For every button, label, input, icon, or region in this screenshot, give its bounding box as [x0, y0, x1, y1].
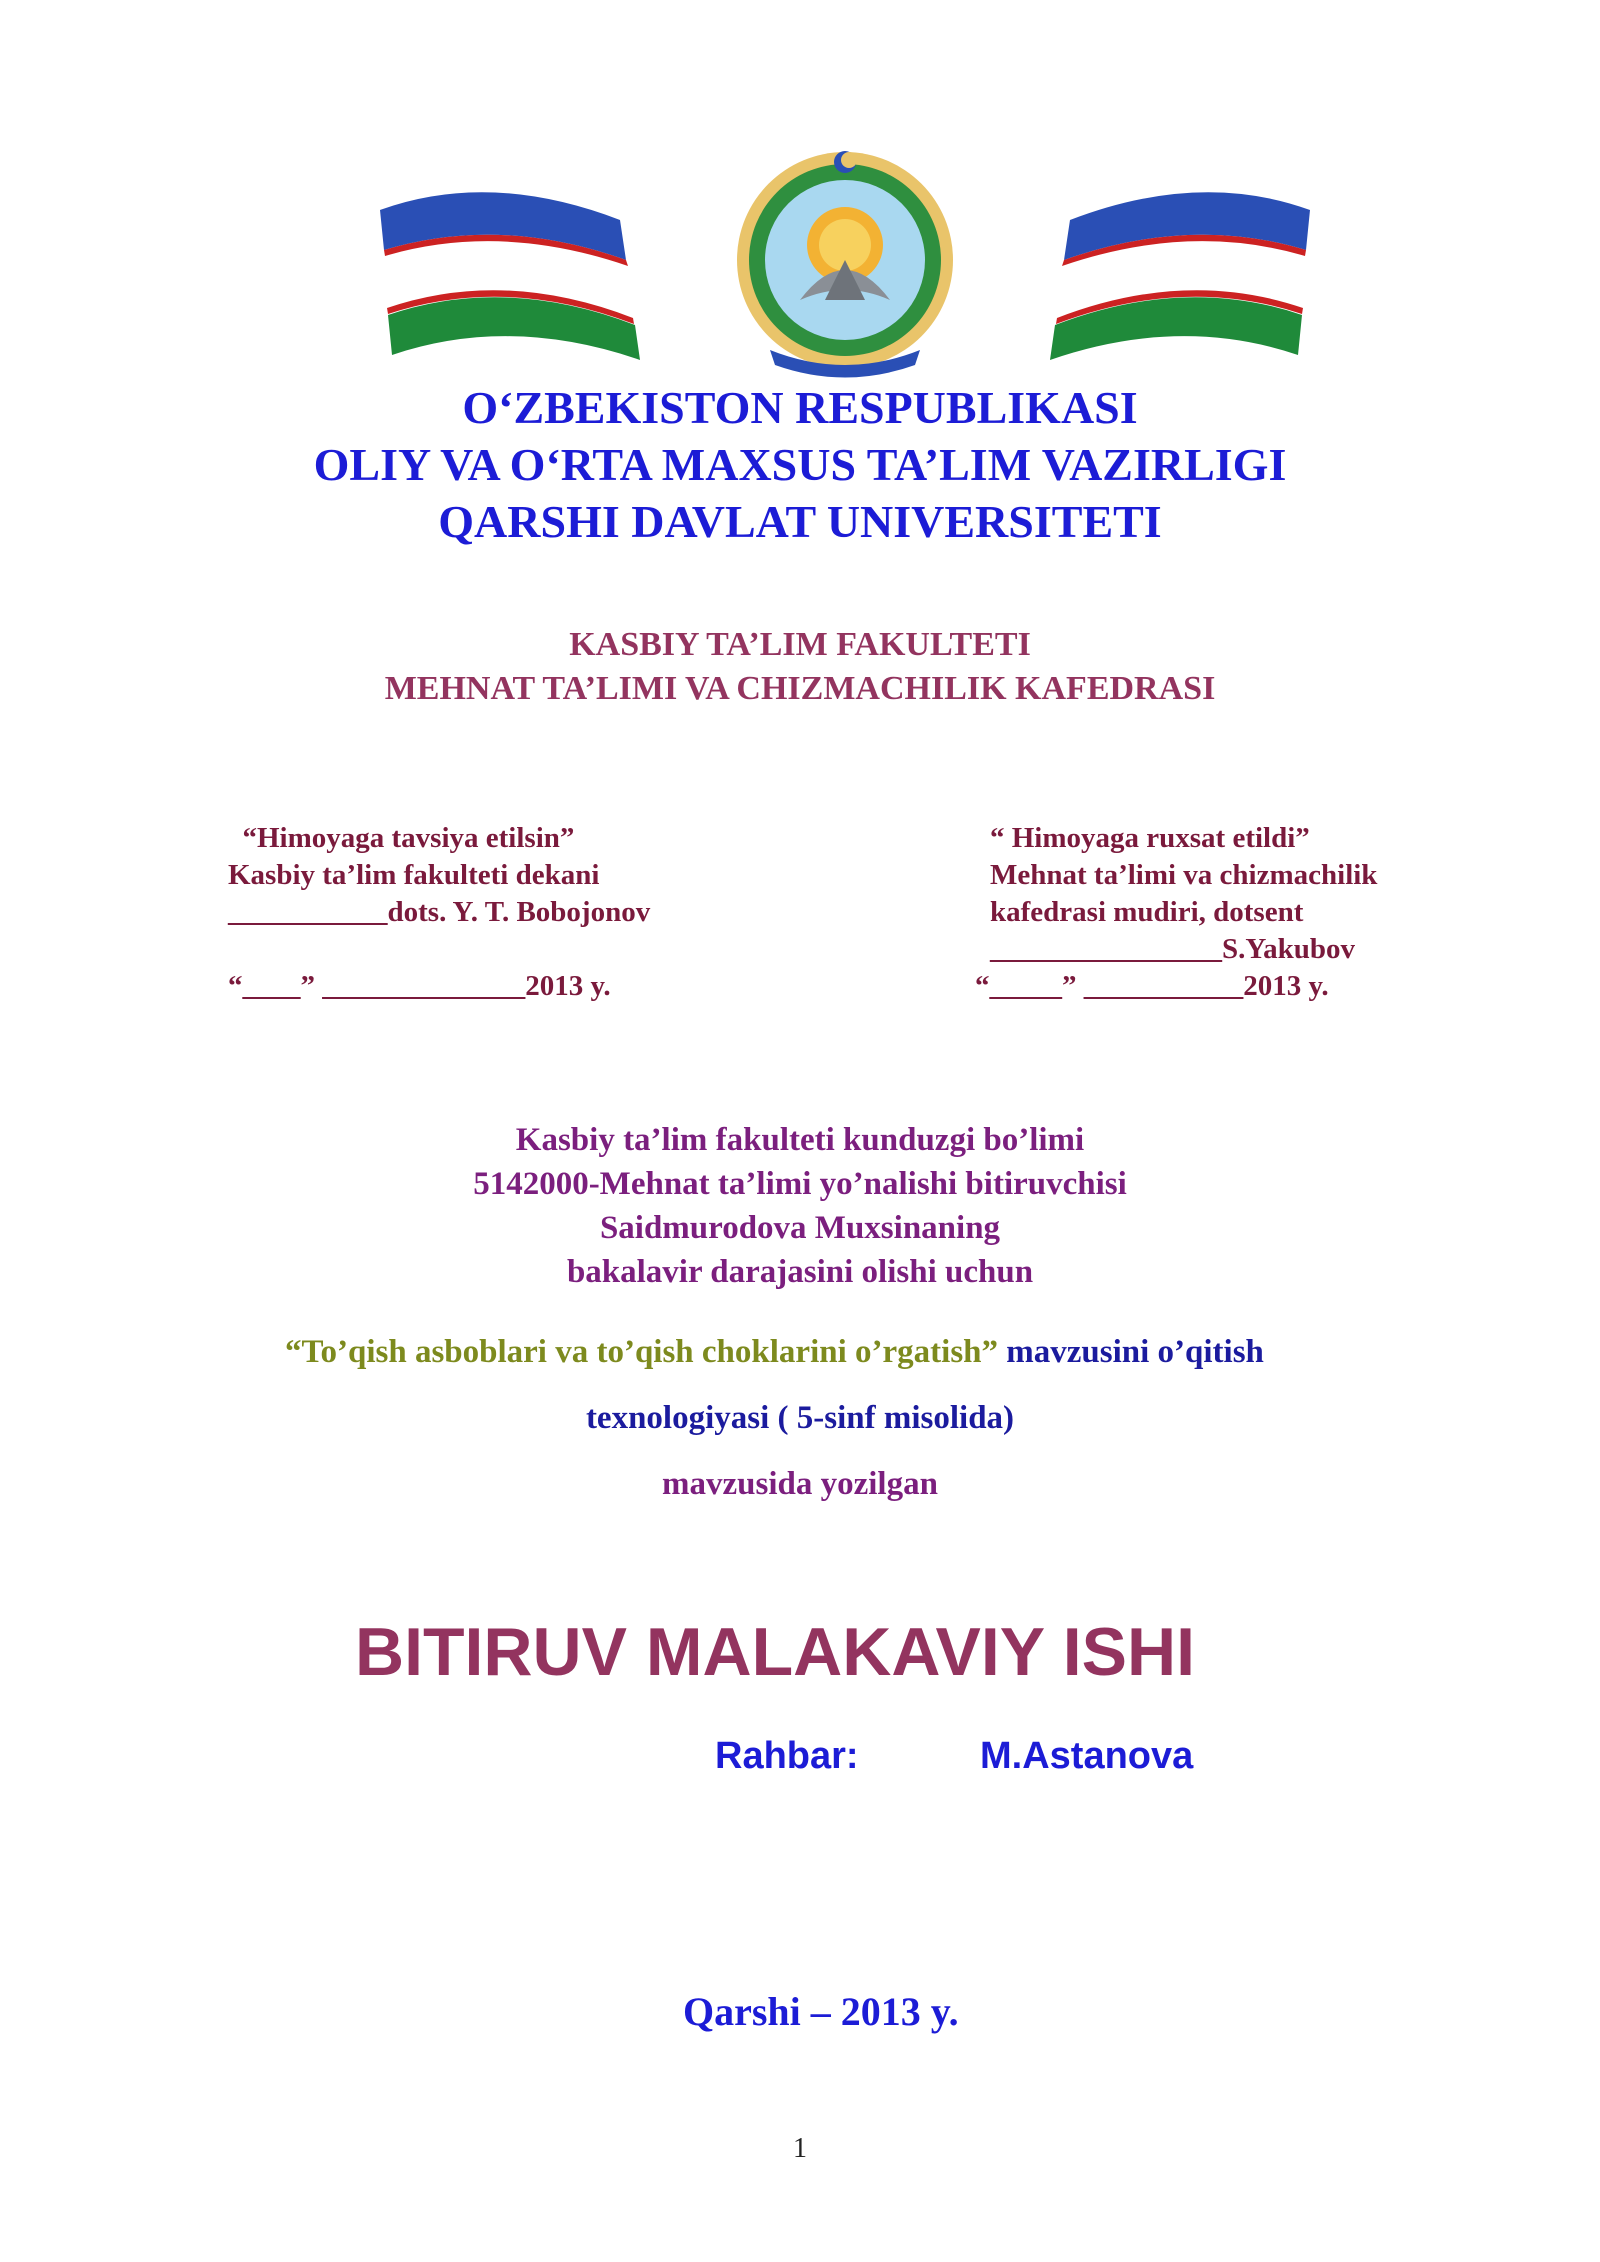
approval-left-signature: ___________dots. Y. T. Bobojonov [228, 896, 651, 928]
topic-quoted: “To’qish asboblari va to’qish choklarini o’rgatish” [285, 1334, 999, 1370]
city-year: Qarshi – 2013 y. [683, 1989, 959, 2034]
supervisor-name: M.Astanova [980, 1735, 1194, 1777]
page-number: 1 [793, 2133, 807, 2164]
approval-right-date: “_____” ___________2013 y. [975, 970, 1329, 1002]
header-university: QARSHI DAVLAT UNIVERSITETI [438, 496, 1162, 547]
state-emblem-icon [370, 150, 1320, 380]
faculty-name: KASBIY TA’LIM FAKULTETI [569, 626, 1031, 663]
student-faculty-line: Kasbiy ta’lim fakulteti kunduzgi bo’limi [515, 1122, 1085, 1158]
topic-line-1 [285, 1330, 1264, 1374]
student-name: Saidmurodova Muxsinaning [599, 1210, 1001, 1246]
header-ministry: OLIY VA O‘RTA MAXSUS TA’LIM VAZIRLIGI [313, 439, 1287, 490]
supervisor-label: Rahbar: [715, 1735, 859, 1777]
department-name: MEHNAT TA’LIMI VA CHIZMACHILIK KAFEDRASI [384, 670, 1216, 707]
approval-left-date: “____” ______________2013 y. [228, 970, 611, 1002]
student-degree-line: bakalavir darajasini olishi uchun [566, 1254, 1034, 1290]
approval-right-title: “ Himoyaga ruxsat etildi” [990, 822, 1310, 854]
approval-right-signature: ________________S.Yakubov [990, 933, 1355, 965]
topic-line-3: mavzusida yozilgan [662, 1466, 938, 1502]
approval-left-title: “Himoyaga tavsiya etilsin” [228, 822, 575, 854]
approval-left-position: Kasbiy ta’lim fakulteti dekani [228, 859, 600, 891]
header-country: O‘ZBEKISTON RESPUBLIKASI [462, 382, 1138, 433]
topic-line-2: texnologiyasi ( 5-sinf misolida) [585, 1400, 1015, 1436]
document-title: BITIRUV MALAKAVIY ISHI [355, 1614, 1195, 1690]
student-program-line: 5142000-Mehnat ta’limi yo’nalishi bitiruvchisi [473, 1166, 1127, 1202]
approval-right-position-2: kafedrasi mudiri, dotsent [990, 896, 1304, 928]
topic-rest: mavzusini o’qitish [998, 1334, 1264, 1370]
approval-right-position: Mehnat ta’limi va chizmachilik [990, 859, 1378, 891]
